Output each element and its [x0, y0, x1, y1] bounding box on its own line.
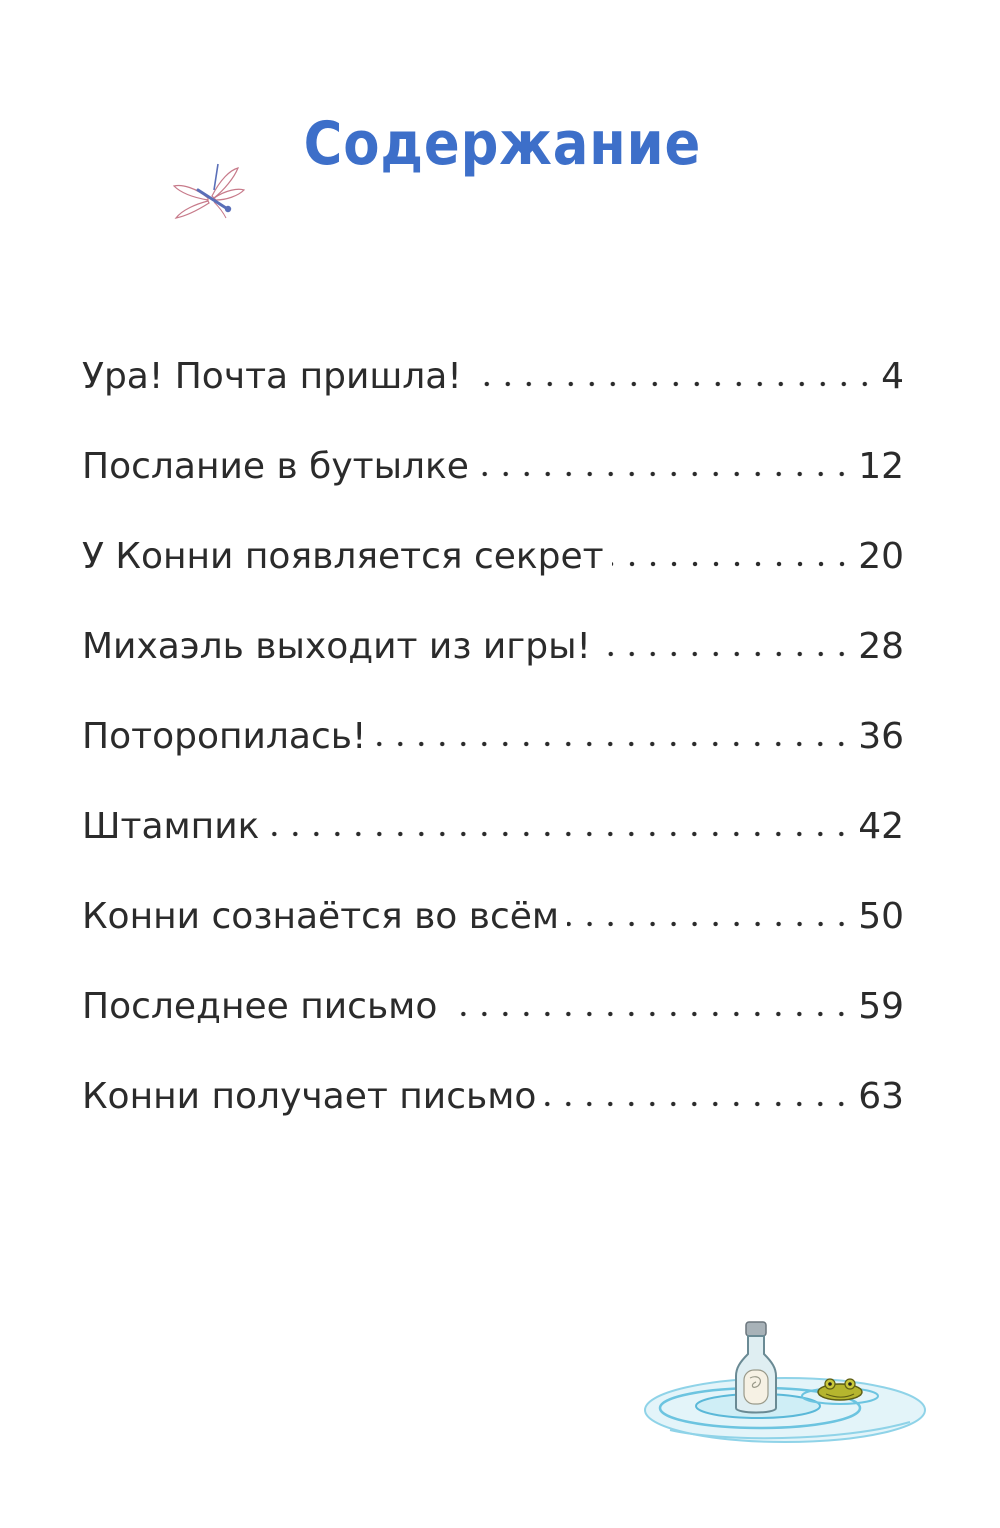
dot-leader [612, 560, 853, 568]
toc-entry-title: Конни получает письмо [82, 1076, 537, 1117]
toc-entry-page: 12 [858, 446, 904, 487]
toc-entry[interactable] [82, 972, 904, 1062]
dot-leader [374, 740, 852, 748]
toc-entry-title: Послание в бутылке [82, 446, 469, 487]
toc-entry-title: У Конни появляется секрет [82, 536, 604, 577]
dot-leader [477, 470, 852, 478]
toc-entry-page: 42 [858, 806, 904, 847]
toc-entry-title: Михаэль выходит из игры! [82, 626, 591, 667]
dragonfly-icon [168, 160, 248, 230]
toc-entry-title: Конни сознаётся во всём [82, 896, 560, 937]
toc-entry[interactable] [82, 342, 904, 432]
toc-entry[interactable] [82, 1062, 904, 1152]
toc-entry-title: Последнее письмо [82, 986, 438, 1027]
toc-entry-page: 4 [881, 356, 904, 397]
toc-entry[interactable] [82, 882, 904, 972]
toc-entry-page: 28 [858, 626, 904, 667]
toc-entry-page: 20 [858, 536, 904, 577]
toc-entry[interactable] [82, 612, 904, 702]
toc-entry[interactable] [82, 522, 904, 612]
toc-entry[interactable] [82, 432, 904, 522]
table-of-contents [82, 342, 904, 1152]
toc-entry-page: 50 [858, 896, 904, 937]
dot-leader [544, 1100, 852, 1108]
toc-entry[interactable] [82, 702, 904, 792]
dot-leader [470, 380, 875, 388]
toc-entry-page: 36 [858, 716, 904, 757]
toc-entry-title: Поторопилась! [82, 716, 367, 757]
dot-leader [267, 830, 852, 838]
dot-leader [599, 650, 852, 658]
toc-entry-page: 59 [858, 986, 904, 1027]
dot-leader [567, 920, 852, 928]
toc-entry[interactable] [82, 792, 904, 882]
page-title: Содержание [303, 109, 702, 179]
toc-entry-title: Штампик [82, 806, 260, 847]
toc-entry-title: Ура! Почта пришла! [82, 356, 462, 397]
dot-leader [445, 1010, 852, 1018]
toc-entry-page: 63 [858, 1076, 904, 1117]
bottle-in-water-with-frog-icon [640, 1318, 930, 1458]
